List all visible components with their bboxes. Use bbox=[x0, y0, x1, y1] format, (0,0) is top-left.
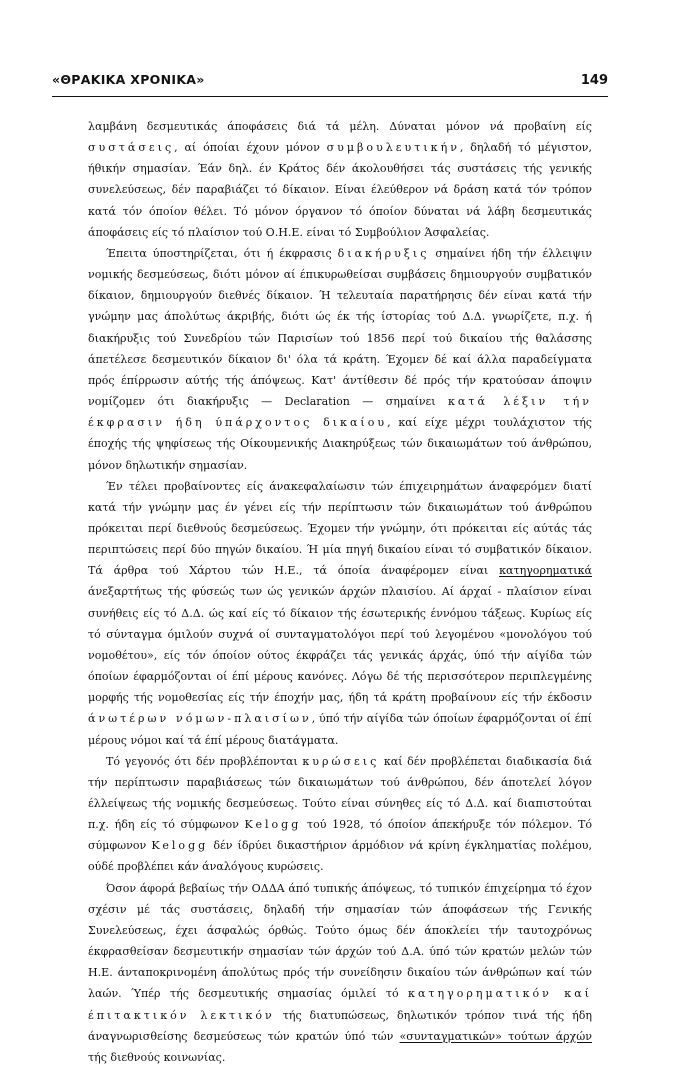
text-run: , ύπό τήν αίγίδα τών όποίων έφαρμόζονται οί έπί μέρους νόμοι καί τά έπί μέρους διατάγματα. bbox=[88, 712, 592, 747]
text-run: καί δέν προβλέπεται διαδικασία διά τήν περίπτωσιν παραβιάσεως τών δικαιωμάτων τού άνθρώπου, δέν άποτελεί λόγον έλλείψεως τής νομικής δεσμεύσεως. Τούτο είναι σύνηθες είς τό Δ.Δ. καί διαπιστούται π.χ. ήδη είς τό σύμφωνον bbox=[88, 754, 592, 832]
paragraph bbox=[88, 878, 592, 1068]
paragraph bbox=[88, 751, 592, 878]
text-run: Τό γεγονός ότι δέν προβλέπονται bbox=[106, 754, 303, 768]
text-run: σημαίνει ήδη τήν έλλειψιν νομικής δεσμεύσεως, διότι μόνον αί έπικυρωθείσαι συμβάσεις δημιουργούν συμβατικόν δίκαιον, δημιουργούν διεθνές δίκαιον. Ή τελευταία παρατήρησις δέν είναι κατά τήν γνώμην μας άπολύτως άκριβής, διότι ώς έκ τής ίστορίας τού Δ.Δ. γνωρίζετε, π.χ. ή διακήρυξις τού Συνεδρίου τών Παρισίων τού 1856 περί τού δικαίου τής θαλάσσης άπετέλεσε δεσμευτικόν δίκαιον δι' όλα τά κράτη. Έχομεν δέ καί άλλα παραδείγματα πρός έπίρρωσιν αύτής τής άπόψεως. Κατ' άντίθεσιν δέ πρός τήν κρατούσαν άποψιν νομίζομεν ότι διακήρυξις — Declaration — σημαίνει bbox=[88, 246, 592, 409]
text-run: δέν ίδρύει δικαστήριον άρμόδιον νά κρίνη έγκληματίας πολέμου, ούδέ προβλέπει κάν άναλόγους κυρώσεις. bbox=[88, 839, 592, 874]
text-run: , καί είχε μέχρι τουλάχιστον τής έποχής τής ψηφίσεως τής Οίκουμενικής Διακηρύξεως τών δικαιωμάτων τού άνθρώπου, μόνον δηλωτικήν σημασίαν. bbox=[88, 416, 592, 472]
text-run: , αί όποίαι έχουν μόνον bbox=[174, 141, 327, 155]
emphasized-text: άνωτέρων νόμων-πλαισίων bbox=[88, 712, 312, 726]
page-header bbox=[52, 72, 608, 88]
text-run: τής διεθνούς κοινωνίας. bbox=[88, 1050, 226, 1064]
emphasized-text: Kelogg bbox=[244, 818, 302, 832]
underlined-text: κατηγορηματικά bbox=[499, 564, 592, 578]
text-run: τής διατυπώσεως, δηλωτικόν τρόπον τινά τής ήδη άναγνωρισθείσης δεσμεύσεως τών κρατών ύπό τών bbox=[88, 1008, 592, 1043]
emphasized-text: κατά λέξιν τήν έκφρασιν ήδη ύπάρχοντος δικαίου bbox=[88, 395, 592, 430]
text-run: Όσον άφορά βεβαίως τήν ΟΔΔΑ άπό τυπικής άπόψεως, τό τυπικόν έπιχείρημα τό έχον σχέσιν μέ τάς συστάσεις, δηλαδή τήν σημασίαν τών άποφάσεων τής Γενικής Συνελεύσεως, έχει άσφαλώς όρθώς. Τούτο όμως δέν άποκλείει τήν ταυτοχρόνως έκφρασθείσαν δεσμευτικήν σημασίαν τών άρχών τού Δ.Α. ύπό τών κρατών μελών τών Η.Ε. άνταποκρινομένη άπολύτως πρός τήν συνείδησιν δικαίου τών άνθρώπων καί τών λαών. Ύπέρ τής δεσμευτικής σημασίας όμιλεί τό bbox=[88, 881, 592, 1001]
emphasized-text: διακήρυξις bbox=[337, 246, 430, 260]
text-run: , δηλαδή τό μέγιστον, ήθικήν σημασίαν. Έάν δηλ. έν Κράτος δέν άκολουθήσει τάς συστάσεις τής γενικής συνελεύσεως, δέν παραβιάζει τό δίκαιον. Είναι έλεύθερον νά δράση κατά τόν τρόπον κατά τόν όποίον θέλει. Τό μόνον όργανον τό όποίον δύναται νά λάβη δεσμευτικάς άποφάσεις είς τό πλαίσιον τού Ο.Η.Ε. είναι τό Συμβούλιον Άσφαλείας. bbox=[88, 141, 592, 239]
text-run: λαμβάνη δεσμευτικάς άποφάσεις διά τά μέλη. Δύναται μόνον νά προβαίνη είς bbox=[88, 120, 592, 133]
page-number: 149 bbox=[580, 73, 608, 88]
paragraph bbox=[88, 476, 592, 751]
underlined-text: «συνταγματικών» τούτων άρχών bbox=[399, 1029, 592, 1043]
emphasized-text: κατηγορηματικόν καί έπιτακτικόν λεκτικόν bbox=[88, 987, 592, 1022]
emphasized-text: κυρώσεις bbox=[302, 754, 380, 768]
journal-title: «ΘΡΑΚΙΚΑ ΧΡΟΝΙΚΑ» bbox=[52, 72, 205, 87]
emphasized-text: συμβουλευτικήν bbox=[326, 141, 460, 155]
emphasized-text: Kelogg bbox=[151, 839, 209, 853]
header-rule bbox=[52, 96, 608, 97]
text-run: τού 1928, τό όποίον άπεκήρυξε τόν πόλεμον. Τό σύμφωνον bbox=[88, 818, 593, 853]
emphasized-text: συστάσεις bbox=[88, 141, 175, 155]
paragraph bbox=[88, 116, 592, 243]
text-run: άνεξαρτήτως τής φύσεώς των ώς γενικών άρχών πλαισίου. Αί άρχαί - πλαίσιον είναι συνήθεις είς τό Δ.Δ. ώς καί είς τό δίκαιον τής έσωτερικής έννόμου τάξεως. Κυρίως είς τό σύνταγμα όμιλούν συχνά οί συνταγματολόγοι περί τού λεγομένου «μονολόγου τού νομοθέτου», είς τόν όποίον ούτος έκφράζει τάς γενικάς άρχάς, ύπό τήν αίγίδα τών όποίων έφαρμόζονται οί έπί μέρους κανόνες. Λόγω δέ τής περισσότερον περιπλεγμένης μορφής τής νομοθεσίας είς τήν έποχήν μας, ήδη τά κράτη προβαίνουν είς τήν έκδοσιν bbox=[88, 585, 592, 705]
body-text bbox=[88, 116, 592, 1068]
text-run: Έπειτα ύποστηρίζεται, ότι ή έκφρασις bbox=[106, 246, 338, 260]
paragraph bbox=[88, 243, 592, 476]
text-run: Έν τέλει προβαίνοντες είς άνακεφαλαίωσιν τών έπιχειρημάτων άναφερόμεν διατί κατά τήν γνώμην μας έν γένει είς τήν περίπτωσιν τών δικαιωμάτων τού άνθρώπου πρόκειται περί διεθνούς δεσμεύσεως. Έχομεν τήν γνώμην, ότι πρόκειται είς αύτάς τάς περιπτώσεις περί δύο πηγών δικαίου. Ή μία πηγή δικαίου είναι τό συμβατικόν δίκαιον. Τά άρθρα τού Χάρτου τών Η.Ε., τά όποία άναφέρομεν είναι bbox=[88, 479, 592, 578]
